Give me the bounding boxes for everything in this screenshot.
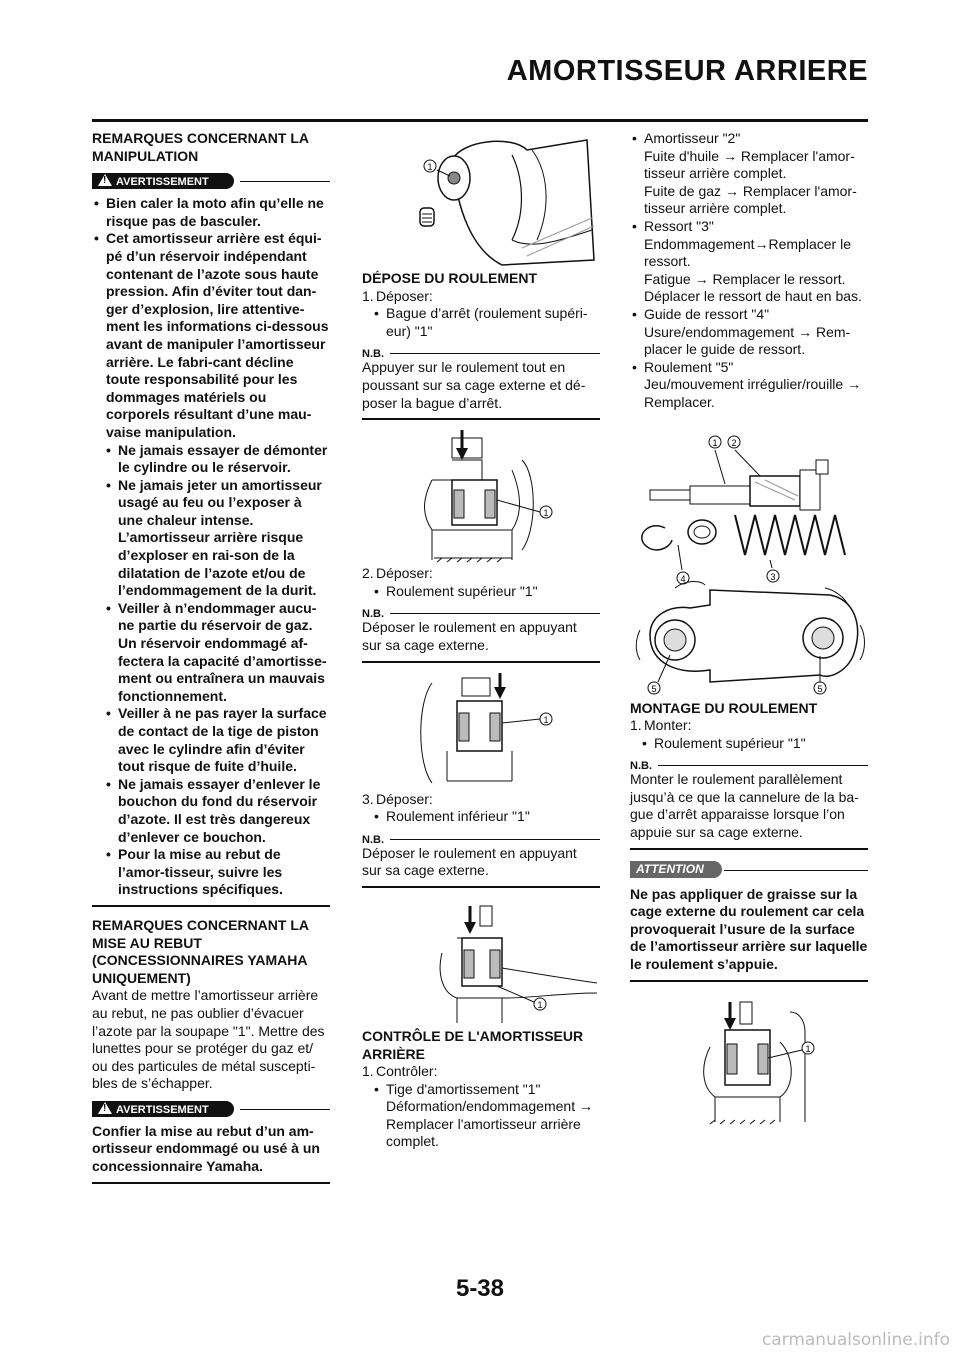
divider [92,1182,330,1184]
callout-5: 5 [817,683,823,694]
callout-3: 3 [770,571,776,582]
step-label: Déposer: [376,565,433,582]
figure-bearing-1 [362,430,600,565]
nb-header [362,344,600,359]
item-line: Fuite d'huile → Remplacer l'amor-tisseur arrière complet. [644,147,855,182]
callout-4: 4 [680,573,686,584]
figure-shock-valve [362,130,600,270]
step-number: 1. [630,717,642,734]
figure-bearing-install [630,992,868,1132]
callout-1: 1 [543,508,549,519]
item-line: Fuite de gaz → Remplacer l'amor-tisseur arrière complet. [644,182,857,217]
step-3-list [362,808,600,826]
callout-5: 5 [651,683,657,694]
step-4 [362,1063,600,1081]
bearing-removal-illustration [362,898,600,1028]
page-title: AMORTISSEUR ARRIERE [506,55,868,87]
column-3 [630,130,868,1132]
figure-shock-parts [630,420,868,700]
callout-1: 1 [543,714,549,725]
warning-list [92,195,330,899]
step-2-list [362,583,600,601]
warning-header-2 [92,1099,330,1119]
bearing-install-illustration [630,992,868,1132]
nb-label: N.B. [362,608,384,621]
list-item [630,359,868,412]
item-line: Jeu/mouvement irrégulier/rouille → Remplacer. [644,376,862,410]
attention-text: Ne pas appliquer de graisse sur la cage externe du roulement car cela provoquerait l’usure de la surface de l’amortisseur arrière sur laquelle le roulement s’appuie. [630,885,868,973]
shock-valve-illustration [362,130,600,270]
nb-text: Monter le roulement parallèlement jusqu’à ce que la cannelure de la ba-gue d’arrêt apparaisse lorsque l’on appuie sur sa cage externe. [630,771,859,841]
column-2 [362,130,600,1151]
step-4-list [362,1081,600,1151]
item-line: Fatigue → Remplacer le ressort. Déplacer le ressort de haut en bas. [644,270,862,305]
list-item: • Ne jamais essayer de démonter le cylindre ou le réservoir. [92,442,330,477]
warning-header [92,171,330,191]
step-3 [362,791,600,809]
divider [362,418,600,420]
list-item [372,1081,600,1151]
page-number: 5-38 [455,1275,505,1302]
callout-1: 1 [805,1043,811,1054]
shock-parts-illustration [630,420,868,700]
list-item: • Cet amortisseur arrière est équi-pé d’un réservoir indépendant contenant de l’azote sous haute pression. Afin d’éviter tout dan-ger d’explosion, lire attentive-ment les informations ci-dessous avant de manipuler l’amortisseur arrière. Le fabri-cant décline toute responsabilité pour les dommages matériels ou corporels résultant d’une mau-vaise manipulation. [92,230,330,441]
inspection-list [630,130,868,412]
callout-2: 2 [731,437,737,448]
section-heading-montage: MONTAGE DU ROULEMENT [630,699,818,716]
step-label: Contrôler: [376,1063,438,1080]
section-heading-depose: DÉPOSE DU ROULEMENT [362,270,538,286]
list-item: • Ne jamais essayer d’enlever le bouchon du fond du réservoir d’azote. Il est très dangereux d’enlever ce bouchon. [92,776,330,846]
list-item [630,218,868,306]
step-1-list [362,305,600,340]
callout-1: 1 [712,437,718,448]
nb-line [390,613,600,614]
callout-1: 1 [537,999,543,1010]
list-item: • Roulement supérieur "1" [372,583,600,601]
step-label: Monter: [644,717,692,734]
list-item: • Pour la mise au rebut de l’amor-tisseur, suivre les instructions spécifiques. [92,846,330,899]
list-item: • Veiller à ne pas rayer la surface de contact de la tige de piston avec le cylindre afin d’éviter tout risque de fuite d’huile. [92,705,330,775]
rebut-text: Avant de mettre l’amortisseur arrière au rebut, ne pas oublier d’évacuer l’azote par la soupape "1". Mettre des lunettes pour se protéger du gaz et/ ou des particules de métal suscepti-bles de s’échapper. [92,987,325,1092]
attention-line [724,870,868,871]
attention-badge: ATTENTION [630,861,722,878]
item-line: Endommagement→Remplacer le ressort. [644,235,851,270]
warning-text-rebut: Confier la mise au rebut d’un am-ortisseur endommagé ou usé à un concessionnaire Yamaha. [92,1122,320,1175]
list-item: • Bien caler la moto afin qu’elle ne risque pas de basculer. [92,195,330,230]
section-heading-manipulation: REMARQUES CONCERNANT LA MANIPULATION [92,130,309,164]
nb-header [362,830,600,845]
list-item: • Bague d’arrêt (roulement supéri-eur) "1" [372,305,600,340]
item-head: Ressort "3" [644,217,714,234]
item-line: Usure/endommagement → Rem-placer le guide de ressort. [644,323,851,358]
divider [630,848,868,850]
divider [92,905,330,907]
nb-text: Déposer le roulement en appuyant sur sa cage externe. [362,844,577,879]
item-head: Tige d'amortissement "1" [386,1080,541,1097]
item-head: Guide de ressort "4" [644,305,770,322]
step-1 [362,288,600,306]
nb-line [658,765,868,766]
nb-header [630,756,868,771]
nb-text: Déposer le roulement en appuyant sur sa cage externe. [362,619,577,653]
section-heading-rebut: REMARQUES CONCERNANT LA MISE AU REBUT (CONCESSIONNAIRES YAMAHA UNIQUEMENT) [92,916,309,986]
list-item [630,306,868,359]
nb-label: N.B. [630,760,652,773]
nb-line [390,839,600,840]
list-item [630,130,868,218]
bearing-removal-illustration [362,673,600,791]
attention-header [630,860,868,880]
warning-label: AVERTISSEMENT [116,176,209,189]
divider [630,980,868,982]
warning-label: AVERTISSEMENT [116,1103,209,1116]
step-2 [362,565,600,583]
step-number: 2. [362,565,374,582]
nb-text: Appuyer sur le roulement tout en poussant sur sa cage externe et dé-poser la bague d’arrêt. [362,359,586,411]
section-heading-controle: CONTRÔLE DE L'AMORTISSEUR ARRIÈRE [362,1027,584,1062]
step-label: Déposer: [376,790,433,807]
step-number: 3. [362,790,374,807]
nb-header [362,604,600,619]
figure-bearing-3 [362,898,600,1028]
step-1 [630,717,868,735]
step-label: Déposer: [376,287,433,304]
divider [362,661,600,663]
warning-badge [92,1101,234,1117]
list-item: • Roulement supérieur "1" [640,735,868,753]
item-head: Roulement "5" [644,358,734,375]
warning-badge [92,173,234,189]
warning-line [240,181,330,182]
warning-triangle-icon [98,174,112,186]
list-item: • Ne jamais jeter un amortisseur usagé au feu ou l’exposer à une chaleur intense. L’amortisseur arrière risque d’exploser en rai-son de la dilatation de l’azote et/ou de l’endommagement de la durit. [92,477,330,600]
list-item: • Roulement inférieur "1" [372,808,600,826]
warning-triangle-icon [98,1102,112,1114]
column-1 [92,130,330,1194]
nb-label: N.B. [362,833,384,846]
divider [362,886,600,888]
callout-1: 1 [427,162,433,172]
nb-label: N.B. [362,348,384,361]
figure-bearing-2 [362,673,600,791]
header-rule [92,119,868,122]
bearing-removal-illustration [362,430,600,565]
nb-line [390,353,600,354]
list-item: • Veiller à n’endommager aucu-ne partie du réservoir de gaz. Un réservoir endommagé af-fectera la capacité d’amortisse-ment ou entraînera un mauvais fonctionnement. [92,600,330,706]
watermark: carmanualsonline.info [761,1330,950,1350]
step-number: 1. [362,1063,374,1080]
spring-coil [735,515,845,555]
step-number: 1. [362,287,374,304]
step-1-list [630,735,868,753]
warning-line [240,1109,330,1110]
item-head: Amortisseur "2" [644,130,741,146]
item-lines: Déformation/endommagement → Remplacer l'amortisseur arrière complet. [386,1098,593,1150]
